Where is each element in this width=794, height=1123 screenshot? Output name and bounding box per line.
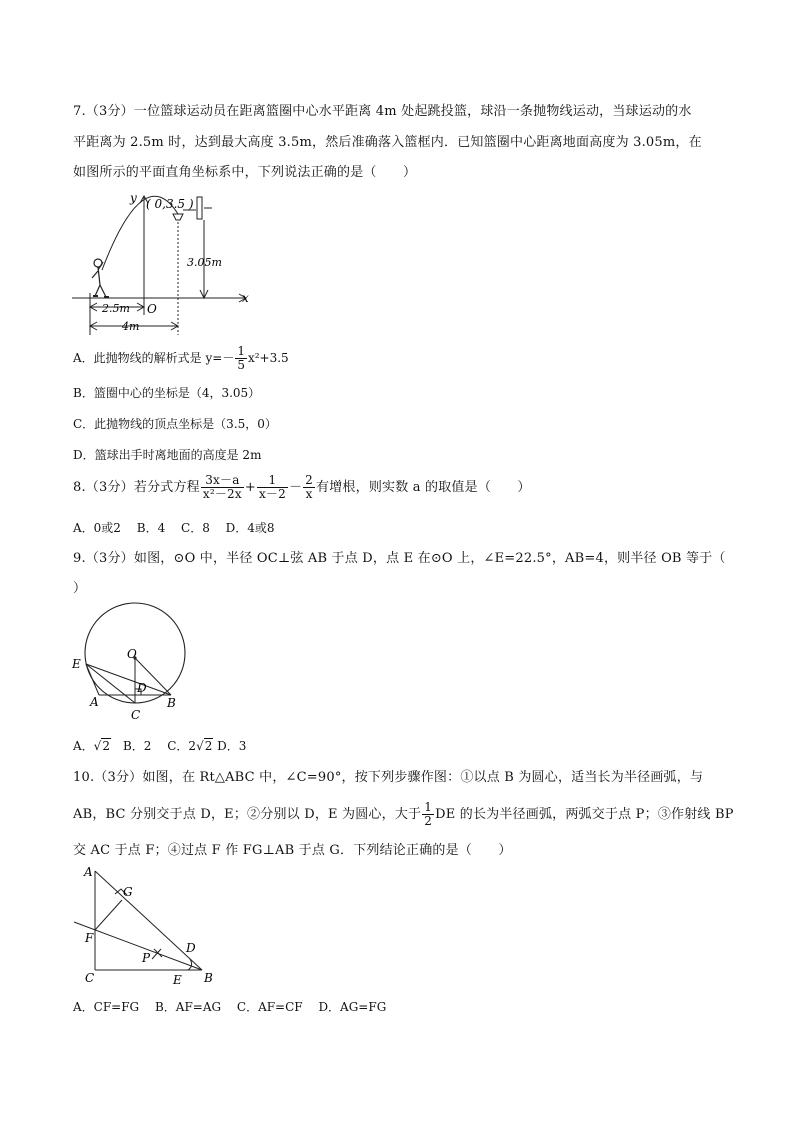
q7-fraction-num: 1 (237, 344, 245, 358)
q7-origin-label: O (147, 302, 157, 316)
q7-text-line-1: 7.（3分）一位篮球运动员在距离篮圈中心水平距离 4m 处起跳投篮，球沿一条抛物线运动，当球运动的水 (73, 104, 692, 119)
q10-label-a: A (84, 865, 93, 879)
q9-label-b: B (167, 696, 176, 710)
q10-line2-post: DE 的长为半径画弧，两弧交于点 P；③作射线 BP (435, 807, 734, 822)
q7-option-a-text: A．此抛物线的解析式是 y=－ (73, 351, 235, 365)
q9-opt-d: D．3 (213, 739, 247, 753)
q7-y-axis-label: y (130, 191, 137, 205)
q7-option-a-fraction (235, 345, 247, 372)
q7-x-axis-label: x (242, 291, 249, 305)
q7-basketball-figure (70, 190, 260, 340)
q10-label-e: E (173, 973, 182, 987)
q10-text-line-3: 交 AC 于点 F；④过点 F 作 FG⊥AB 于点 G．下列结论正确的是（ ） (73, 843, 512, 858)
q8-text (73, 474, 531, 501)
q10-label-p: P (142, 951, 151, 965)
q8-f2-den: x－2 (258, 487, 286, 501)
q10-label-f: F (85, 931, 94, 945)
q9-label-c: C (131, 708, 141, 722)
q7-height-label: 3.05m (187, 256, 222, 269)
q9-text-line-1: 9.（3分）如图，⊙O 中，半径 OC⊥弦 AB 于点 D，点 E 在⊙O 上，∠E=22.5°，AB=4，则半径 OB 等于（ (73, 551, 726, 566)
q9-label-d: D (137, 681, 147, 695)
q7-option-a-tail: x²+3.5 (247, 351, 289, 365)
q7-option-b: B．篮圈中心的坐标是（4，3.05） (73, 386, 261, 400)
q10-label-d: D (186, 941, 196, 955)
q9-label-a: A (90, 695, 99, 709)
q8-minus: － (288, 480, 303, 495)
q8-fraction-2 (257, 474, 288, 501)
q9-opt-c-radicand: 2 (204, 739, 213, 753)
q10-text-line-2 (73, 801, 734, 828)
q10-label-b: B (204, 971, 213, 985)
q8-f1-den: x²－2x (202, 487, 242, 501)
q9-circle-figure (70, 600, 210, 728)
q8-f3-den: x (305, 487, 313, 501)
q8-f1-num: 3x－a (201, 474, 244, 488)
q10-text-line-1: 10.（3分）如图，在 Rt△ABC 中，∠C=90°，按下列步骤作图：①以点 B 为圆心，适当长为半径画弧，与 (73, 770, 704, 785)
q9-opt-bc: B．2 C．2 (110, 739, 197, 753)
q7-option-d: D．篮球出手时离地面的高度是 2m (73, 448, 262, 462)
q9-label-o: O (127, 647, 137, 661)
q9-label-e: E (72, 657, 81, 671)
q7-fraction-den: 5 (237, 358, 245, 372)
q10-triangle-figure (70, 862, 230, 992)
q8-fraction-3 (303, 474, 315, 501)
q10-label-c: C (85, 971, 95, 985)
q7-text-line-3: 如图所示的平面直角坐标系中，下列说法正确的是（ ） (73, 165, 417, 180)
q7-vertex-label: ( 0,3.5 ) (146, 197, 194, 211)
q8-f2-num: 1 (257, 474, 288, 488)
q10-half-den: 2 (424, 814, 433, 828)
q8-f3-num: 2 (305, 473, 314, 487)
q9-options: A．√2 B．2 C．2√2 D．3 (73, 739, 247, 753)
q10-half-num: 1 (424, 800, 433, 814)
player-icon (92, 259, 109, 297)
q7-text-line-2: 平距离为 2.5m 时，达到最大高度 3.5m，然后准确落入篮框内．已知篮圈中心距离地面高度为 3.05m，在 (73, 135, 702, 150)
q9-text-line-2: ） (73, 581, 87, 596)
q7-option-c: C．此抛物线的顶点坐标是（3.5，0） (73, 417, 277, 431)
q10-label-g: G (123, 885, 133, 899)
q7-distance-4m: 4m (122, 320, 140, 333)
q8-post: 有增根，则实数 a 的取值是（ ） (316, 480, 531, 495)
q10-options: A．CF=FG B．AF=AG C．AF=CF D．AG=FG (73, 1000, 387, 1014)
q10-half-fraction (422, 801, 434, 828)
q9-opt-a-radicand: 2 (102, 739, 110, 753)
q10-line2-pre: AB，BC 分别交于点 D，E；②分别以 D，E 为圆心，大于 (73, 807, 422, 822)
q8-plus: + (244, 480, 256, 495)
q8-options: A．0或2 B．4 C．8 D．4或8 (73, 521, 275, 535)
q7-option-a (73, 345, 289, 372)
q8-pre: 8.（3分）若分式方程 (73, 480, 200, 495)
q7-distance-2-5m: 2.5m (102, 302, 130, 315)
q9-opt-a: A． (73, 739, 94, 753)
q8-fraction-1 (201, 474, 244, 501)
